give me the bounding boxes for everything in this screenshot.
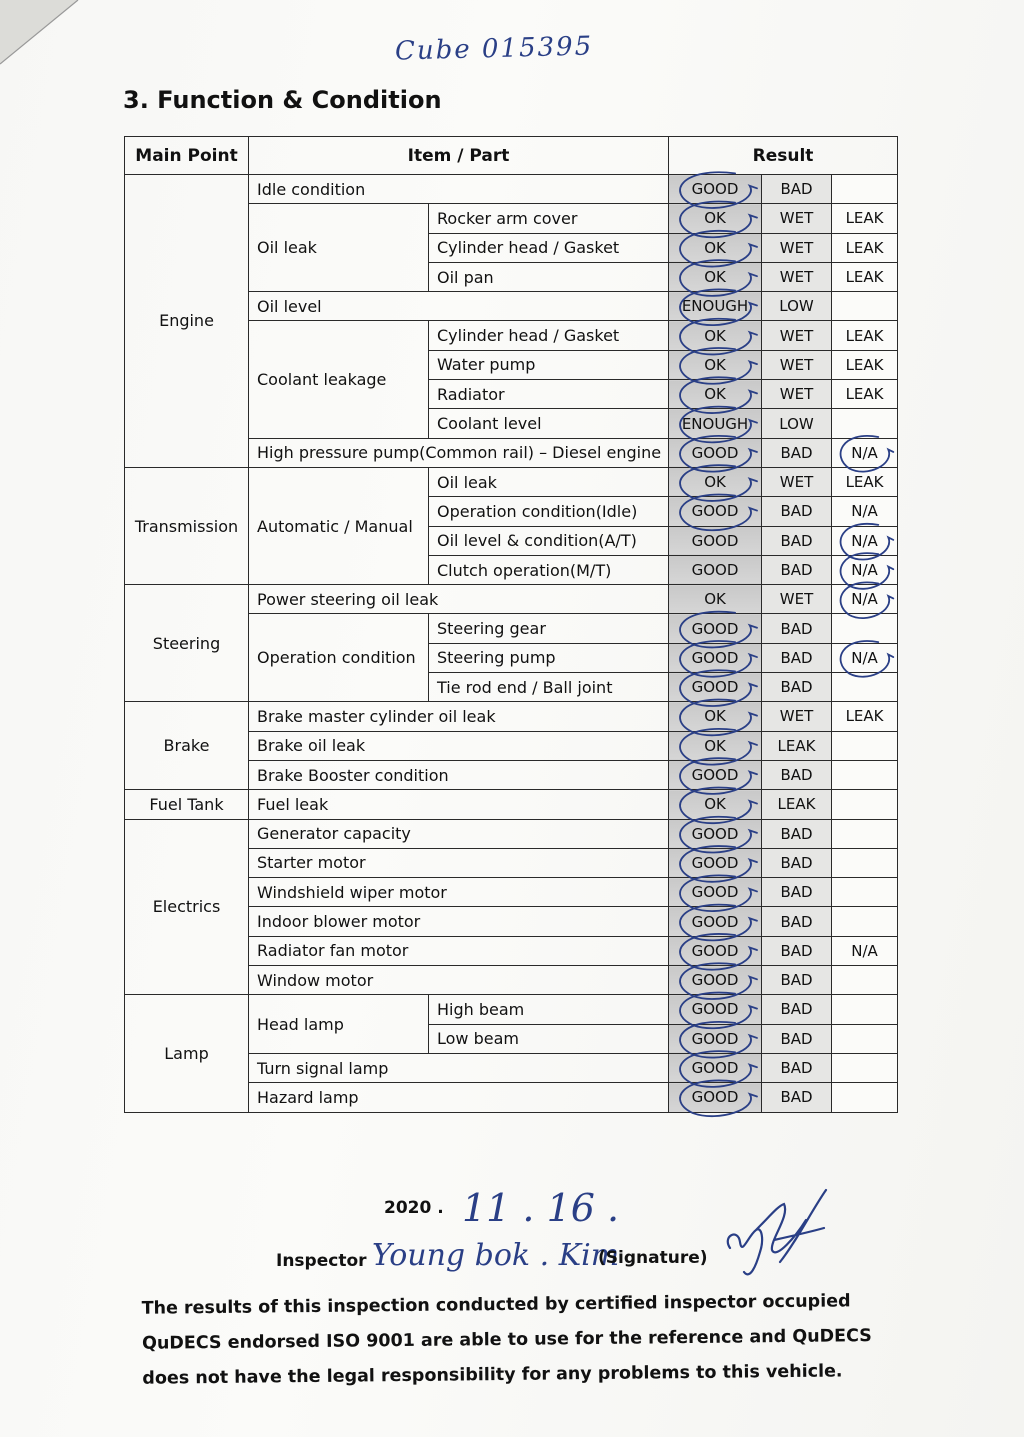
result-option-1: GOOD	[669, 848, 762, 877]
result-option-1: OK	[669, 321, 762, 350]
result-option-2: BAD	[762, 760, 832, 789]
result-option-1: OK	[669, 731, 762, 760]
result-option-3: N/A	[832, 497, 898, 526]
main-point-lamp: Lamp	[125, 995, 249, 1112]
result-option-1: GOOD	[669, 966, 762, 995]
result-option-1: OK	[669, 790, 762, 819]
item-label: Brake oil leak	[249, 731, 669, 760]
main-point-fuel-tank: Fuel Tank	[125, 790, 249, 819]
main-point-engine: Engine	[125, 175, 249, 468]
inspector-name-handwritten: Young bok . Kim	[372, 1238, 620, 1273]
result-option-1: GOOD	[669, 907, 762, 936]
result-option-2: BAD	[762, 555, 832, 584]
main-point-steering: Steering	[125, 585, 249, 702]
result-option-3: LEAK	[832, 380, 898, 409]
part-label: Oil pan	[429, 262, 669, 291]
result-option-2: BAD	[762, 614, 832, 643]
result-option-3	[832, 760, 898, 789]
result-option-2: WET	[762, 321, 832, 350]
result-option-2: LOW	[762, 292, 832, 321]
part-label: Tie rod end / Ball joint	[429, 673, 669, 702]
result-option-2: WET	[762, 233, 832, 262]
result-option-1: OK	[669, 380, 762, 409]
result-option-1: OK	[669, 262, 762, 291]
result-option-3: LEAK	[832, 702, 898, 731]
disclaimer-line-2: QuDECS endorsed ISO 9001 are able to use for the reference and QuDECS	[141, 1326, 872, 1354]
result-option-3	[832, 790, 898, 819]
item-label: Hazard lamp	[249, 1083, 669, 1112]
result-option-3: N/A	[832, 643, 898, 672]
item-label: Brake master cylinder oil leak	[249, 702, 669, 731]
item-label: Windshield wiper motor	[249, 878, 669, 907]
result-option-2: LOW	[762, 409, 832, 438]
result-option-1: GOOD	[669, 760, 762, 789]
table-row	[125, 790, 898, 819]
result-option-2: WET	[762, 204, 832, 233]
result-option-2: WET	[762, 350, 832, 379]
result-option-1: GOOD	[669, 819, 762, 848]
result-option-1: ENOUGH	[669, 409, 762, 438]
result-option-3: LEAK	[832, 262, 898, 291]
result-option-1: GOOD	[669, 878, 762, 907]
part-label: High beam	[429, 995, 669, 1024]
date-label: 2020 .	[384, 1198, 444, 1218]
part-label: Steering gear	[429, 614, 669, 643]
item-label: Brake Booster condition	[249, 760, 669, 789]
result-option-1: GOOD	[669, 175, 762, 204]
result-option-3	[832, 614, 898, 643]
result-option-1: ENOUGH	[669, 292, 762, 321]
result-option-1: OK	[669, 467, 762, 496]
handwritten-date: 11 . 16 .	[462, 1186, 620, 1230]
result-option-1: GOOD	[669, 995, 762, 1024]
result-option-1: GOOD	[669, 497, 762, 526]
result-option-2: BAD	[762, 936, 832, 965]
result-option-2: BAD	[762, 175, 832, 204]
result-option-3: N/A	[832, 526, 898, 555]
result-option-3	[832, 819, 898, 848]
result-option-2: WET	[762, 380, 832, 409]
result-option-2: BAD	[762, 966, 832, 995]
part-label: Coolant level	[429, 409, 669, 438]
table-row	[125, 585, 898, 614]
result-option-2: WET	[762, 467, 832, 496]
result-option-2: BAD	[762, 1024, 832, 1053]
result-option-3	[832, 966, 898, 995]
result-option-3	[832, 1053, 898, 1082]
result-option-3	[832, 907, 898, 936]
result-option-3: LEAK	[832, 321, 898, 350]
result-option-3: LEAK	[832, 204, 898, 233]
result-option-1: GOOD	[669, 1053, 762, 1082]
result-option-3	[832, 673, 898, 702]
result-option-2: BAD	[762, 819, 832, 848]
result-option-2: BAD	[762, 878, 832, 907]
result-option-2: LEAK	[762, 731, 832, 760]
item-group-label: Oil leak	[249, 204, 429, 292]
table-row	[125, 175, 898, 204]
part-label: Rocker arm cover	[429, 204, 669, 233]
result-option-3	[832, 175, 898, 204]
item-group-label: Coolant leakage	[249, 321, 429, 438]
result-option-2: BAD	[762, 673, 832, 702]
result-option-2: BAD	[762, 438, 832, 467]
header-item-part: Item / Part	[249, 137, 669, 175]
result-option-2: BAD	[762, 1053, 832, 1082]
inspection-table	[124, 136, 898, 1113]
main-point-electrics: Electrics	[125, 819, 249, 995]
result-option-3	[832, 848, 898, 877]
result-option-2: BAD	[762, 907, 832, 936]
item-label: Generator capacity	[249, 819, 669, 848]
result-option-3	[832, 292, 898, 321]
item-label: Oil level	[249, 292, 669, 321]
result-option-2: BAD	[762, 1083, 832, 1112]
disclaimer-line-1: The results of this inspection conducted by certified inspector occupied	[141, 1291, 851, 1319]
main-point-transmission: Transmission	[125, 467, 249, 584]
table-row	[125, 819, 898, 848]
result-option-2: BAD	[762, 526, 832, 555]
disclaimer-text	[141, 1284, 872, 1397]
result-option-2: WET	[762, 702, 832, 731]
result-option-1: GOOD	[669, 438, 762, 467]
page-fold-corner	[0, 0, 90, 70]
header-main-point: Main Point	[125, 137, 249, 175]
result-option-3	[832, 1024, 898, 1053]
result-option-1: GOOD	[669, 614, 762, 643]
item-group-label: Operation condition	[249, 614, 429, 702]
part-label: Low beam	[429, 1024, 669, 1053]
result-option-2: BAD	[762, 995, 832, 1024]
result-option-1: OK	[669, 350, 762, 379]
result-option-2: BAD	[762, 497, 832, 526]
result-option-2: BAD	[762, 848, 832, 877]
part-label: Radiator	[429, 380, 669, 409]
part-label: Water pump	[429, 350, 669, 379]
result-option-3: LEAK	[832, 233, 898, 262]
result-option-3	[832, 731, 898, 760]
part-label: Oil leak	[429, 467, 669, 496]
result-option-3: N/A	[832, 585, 898, 614]
signature-label: (Signature)	[598, 1248, 708, 1268]
item-label: Fuel leak	[249, 790, 669, 819]
result-option-1: GOOD	[669, 1083, 762, 1112]
result-option-1: GOOD	[669, 526, 762, 555]
result-option-3: N/A	[832, 555, 898, 584]
inspection-table-body	[125, 175, 898, 1113]
part-label: Oil level & condition(A/T)	[429, 526, 669, 555]
main-point-brake: Brake	[125, 702, 249, 790]
item-label: Turn signal lamp	[249, 1053, 669, 1082]
item-label: High pressure pump(Common rail) – Diesel engine	[249, 438, 669, 467]
item-label: Starter motor	[249, 848, 669, 877]
part-label: Operation condition(Idle)	[429, 497, 669, 526]
inspector-signature	[700, 1176, 840, 1286]
result-option-1: GOOD	[669, 936, 762, 965]
result-option-3: N/A	[832, 438, 898, 467]
table-row	[125, 467, 898, 496]
result-option-1: GOOD	[669, 643, 762, 672]
result-option-3	[832, 878, 898, 907]
result-option-1: OK	[669, 204, 762, 233]
result-option-1: GOOD	[669, 1024, 762, 1053]
result-option-1: OK	[669, 585, 762, 614]
result-option-2: WET	[762, 585, 832, 614]
handwritten-doc-reference: Cube 015395	[394, 31, 594, 67]
result-option-3: N/A	[832, 936, 898, 965]
table-header-row	[125, 137, 898, 175]
item-label: Idle condition	[249, 175, 669, 204]
table-row	[125, 995, 898, 1024]
item-label: Window motor	[249, 966, 669, 995]
part-label: Cylinder head / Gasket	[429, 233, 669, 262]
result-option-3: LEAK	[832, 467, 898, 496]
item-label: Indoor blower motor	[249, 907, 669, 936]
item-group-label: Automatic / Manual	[249, 467, 429, 584]
section-title: 3. Function & Condition	[123, 86, 442, 114]
result-option-2: LEAK	[762, 790, 832, 819]
item-label: Power steering oil leak	[249, 585, 669, 614]
result-option-1: OK	[669, 702, 762, 731]
part-label: Clutch operation(M/T)	[429, 555, 669, 584]
part-label: Steering pump	[429, 643, 669, 672]
inspector-label: Inspector	[276, 1251, 367, 1271]
result-option-3	[832, 409, 898, 438]
header-result: Result	[669, 137, 898, 175]
result-option-1: GOOD	[669, 555, 762, 584]
part-label: Cylinder head / Gasket	[429, 321, 669, 350]
result-option-3	[832, 995, 898, 1024]
result-option-3	[832, 1083, 898, 1112]
result-option-3: LEAK	[832, 350, 898, 379]
item-group-label: Head lamp	[249, 995, 429, 1054]
result-option-1: OK	[669, 233, 762, 262]
result-option-2: WET	[762, 262, 832, 291]
item-label: Radiator fan motor	[249, 936, 669, 965]
disclaimer-line-3: does not have the legal responsibility for any problems to this vehicle.	[142, 1361, 843, 1389]
result-option-2: BAD	[762, 643, 832, 672]
table-row	[125, 702, 898, 731]
result-option-1: GOOD	[669, 673, 762, 702]
